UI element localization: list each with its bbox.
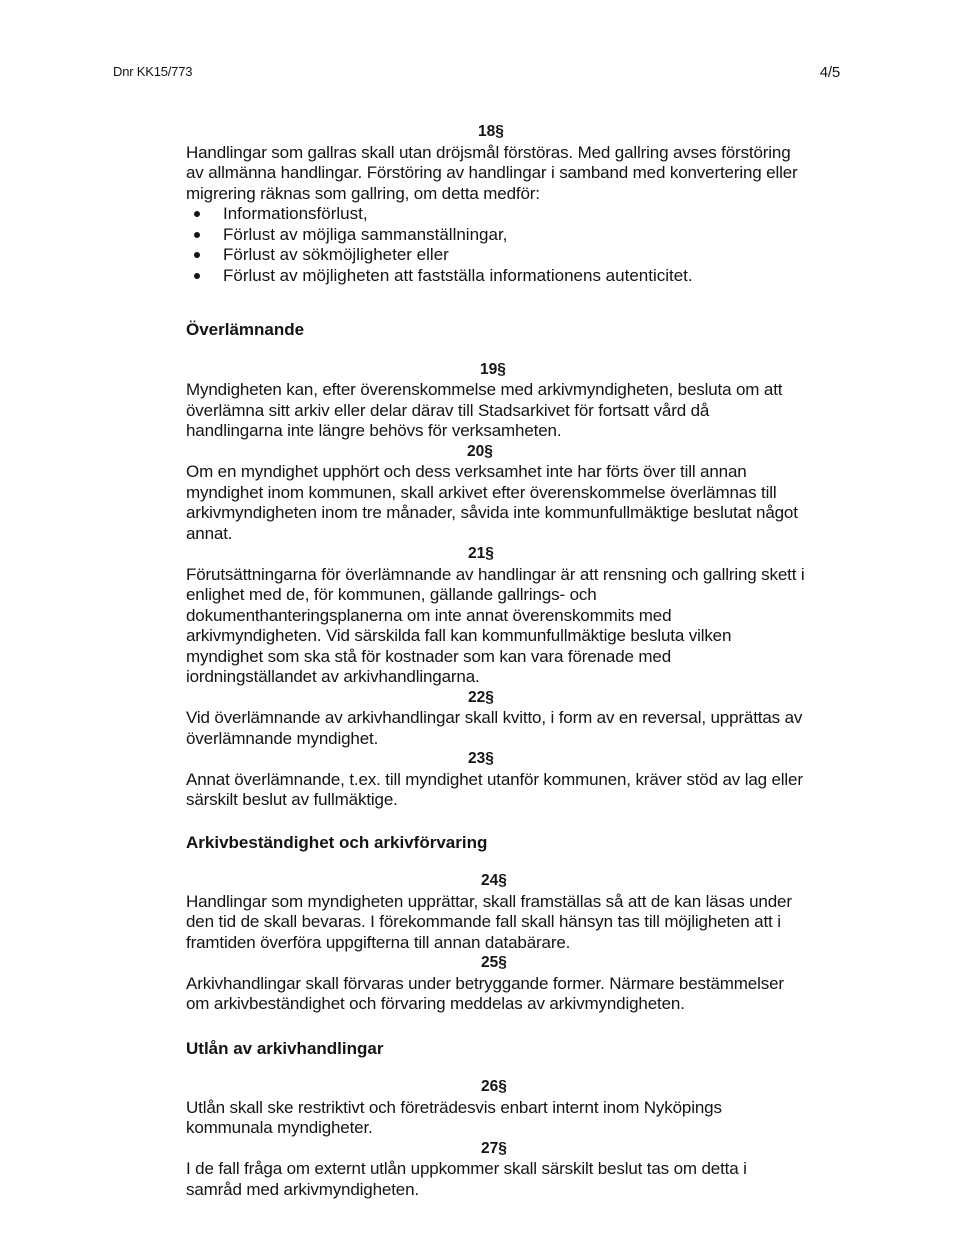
- section-text-27: I de fall fråga om externt utlån uppkommer skall särskilt beslut tas om detta i samråd med arkivmyndigheten.: [186, 1159, 747, 1199]
- heading-overlamnande: Överlämnande: [186, 320, 305, 339]
- page-number: 4/5: [819, 64, 840, 81]
- section-text-22: Vid överlämnande av arkivhandlingar skall kvitto, i form av en reversal, upprättas av överlämnande myndighet.: [186, 708, 803, 748]
- bullet-item: [186, 225, 806, 246]
- section-number-24: 24§: [481, 872, 507, 889]
- bullet-item: [186, 204, 806, 225]
- section-text-23: Annat överlämnande, t.ex. till myndighet utanför kommunen, kräver stöd av lag eller särskilt beslut av fullmäktige.: [186, 769, 803, 809]
- heading-utlan: Utlån av arkivhandlingar: [186, 1038, 384, 1058]
- section-text-25: Arkivhandlingar skall förvaras under betryggande former. Närmare bestämmelser om arkivbeständighet och förvaring meddelas av arkivmyndigheten.: [186, 973, 784, 1013]
- bullet-dot: [194, 232, 200, 238]
- bullet-text: Förlust av möjliga sammanställningar,: [223, 224, 508, 244]
- bullet-text: Förlust av sökmöjligheter eller: [223, 245, 449, 264]
- section-number-27: 27§: [481, 1139, 507, 1157]
- heading-arkivbestandighet: Arkivbeständighet och arkivförvaring: [186, 832, 488, 852]
- section-number-21: 21§: [468, 545, 494, 562]
- section-number-25: 25§: [481, 954, 507, 971]
- section-text-21: Förutsättningarna för överlämnande av handlingar är att rensning och gallring skett i enlighet med de, för kommunen, gällande gallrings- och dokumenthanteringsplanerna om inte annat överenskommits med arkivmyndigheten. Vid särskilda fall kan kommunfullmäktige besluta vilken myndighet som ska stå för kostnader som kan vara förenade med iordningställandet av arkivhandlingarna.: [186, 564, 805, 686]
- section-text-19: Myndigheten kan, efter överenskommelse med arkivmyndigheten, besluta om att överlämna sitt arkiv eller delar därav till Stadsarkivet för fortsatt vård då handlingarna inte längre behövs för verksamheten.: [186, 380, 783, 440]
- bullet-dot: [194, 252, 200, 258]
- bullet-item: [186, 266, 806, 287]
- bullet-text: Informationsförlust,: [223, 204, 368, 223]
- section-number-22: 22§: [468, 688, 494, 706]
- section-number-23: 23§: [468, 750, 494, 767]
- section-number-19: 19§: [480, 360, 506, 378]
- document-number: Dnr KK15/773: [113, 64, 193, 79]
- bullet-list: [186, 204, 806, 286]
- bullet-dot: [194, 211, 200, 217]
- section-number-18: 18§: [478, 123, 504, 140]
- document-body: [186, 122, 806, 1200]
- section-number-20: 20§: [467, 442, 493, 460]
- bullet-dot: [194, 273, 200, 279]
- section-text-26: Utlån skall ske restriktivt och företrädesvis enbart internt inom Nyköpings kommunala myndigheter.: [186, 1097, 722, 1137]
- bullet-item: [186, 245, 806, 266]
- section-text-18: Handlingar som gallras skall utan dröjsmål förstöras. Med gallring avses förstöring av allmänna handlingar. Förstöring av handlingar i samband med konvertering eller migrering räknas som gallring, om detta medför:: [186, 142, 798, 203]
- section-text-20: Om en myndighet upphört och dess verksamhet inte har förts över till annan myndighet inom kommunen, skall arkivet efter överenskommelse överlämnas till arkivmyndigheten inom tre månader, såvida inte kommunfullmäktige beslutat något annat.: [186, 462, 798, 543]
- section-text-24: Handlingar som myndigheten upprättar, skall framställas så att de kan läsas under den tid de skall bevaras. I förekommande fall skall hänsyn tas till möjligheten att i framtiden överföra uppgifterna till annan databärare.: [186, 891, 792, 952]
- bullet-text: Förlust av möjligheten att fastställa informationens autenticitet.: [223, 265, 693, 285]
- section-number-26: 26§: [481, 1078, 507, 1095]
